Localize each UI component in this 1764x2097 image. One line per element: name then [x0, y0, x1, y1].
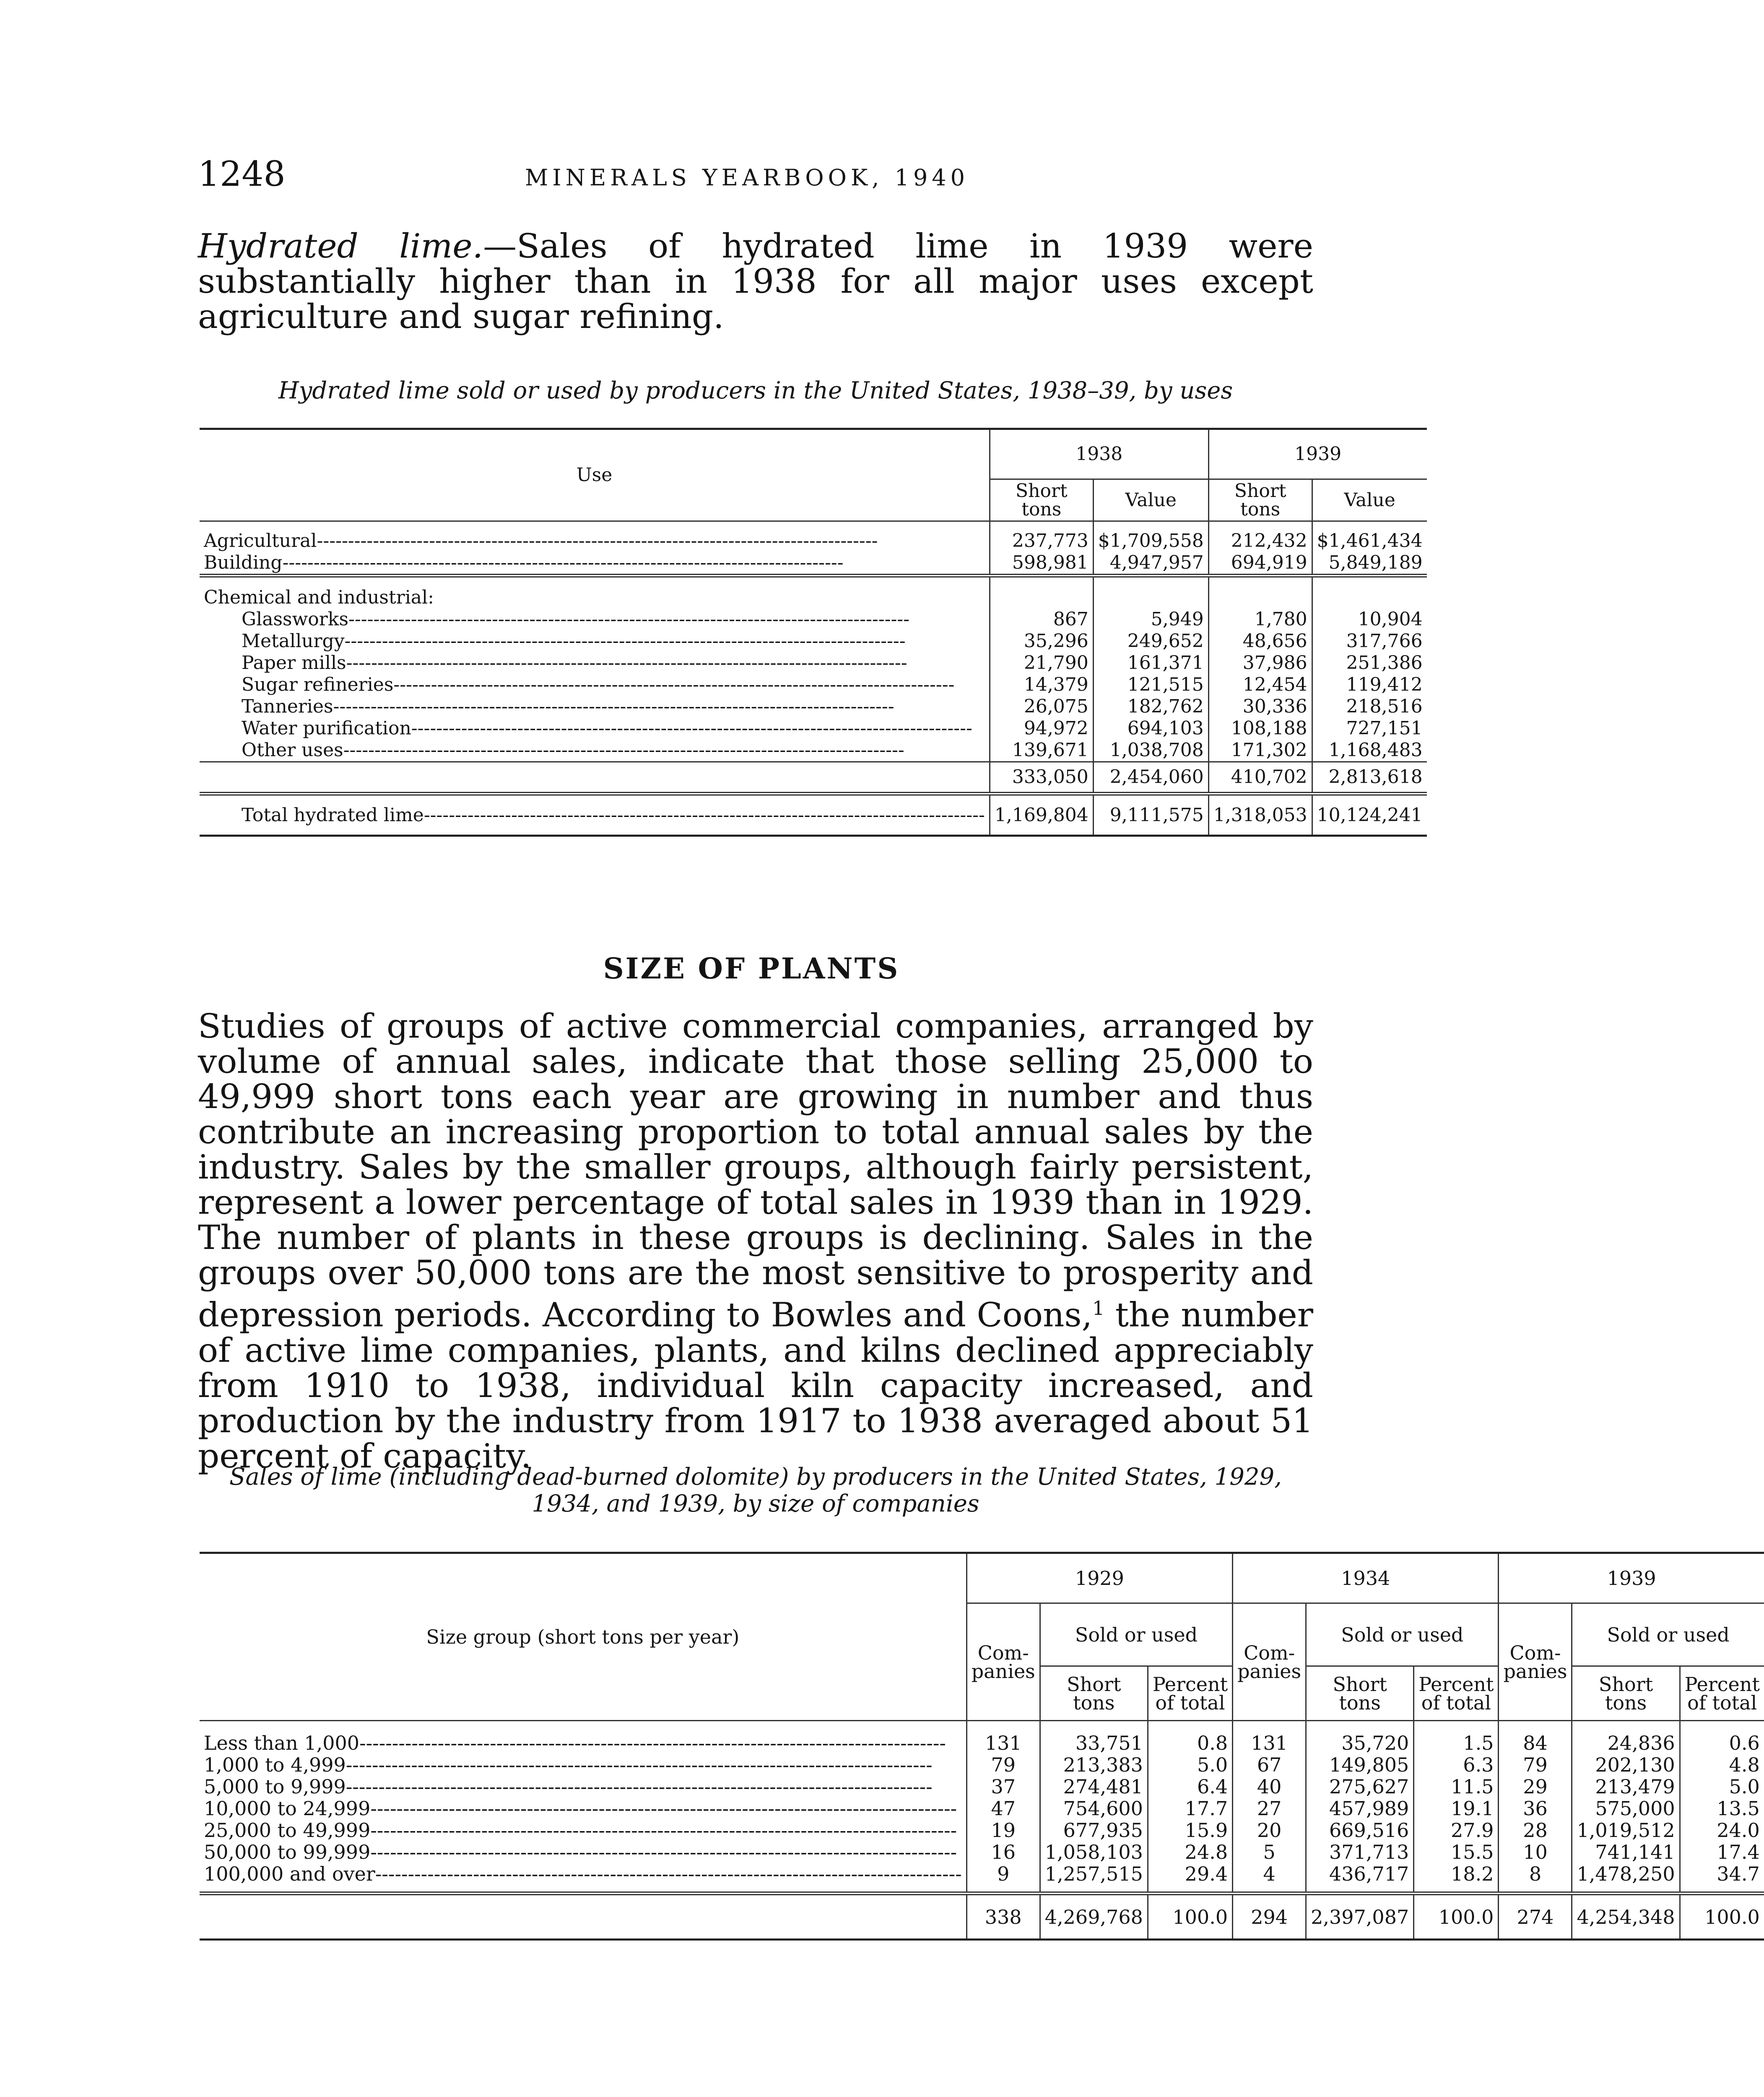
short-tons-1938: 598,981: [990, 552, 1093, 576]
total-row: [200, 794, 1427, 836]
cell-p39: 4.8: [1680, 1754, 1764, 1776]
chem-label-row: [200, 576, 1427, 609]
cell-p29: 5.0: [1148, 1754, 1232, 1776]
section-paragraph: [198, 1009, 1313, 1474]
value-1939: 119,412: [1312, 674, 1426, 696]
cell-s29: 274,481: [1040, 1776, 1148, 1798]
col-header-sold-1929: Sold or used: [1040, 1603, 1232, 1666]
use-label: Other uses -----: [200, 739, 990, 762]
value-1939: 317,766: [1312, 630, 1426, 652]
short-tons-1939: 48,656: [1208, 630, 1312, 652]
cell-c29: 131: [966, 1721, 1040, 1754]
total-p34: 100.0: [1414, 1894, 1499, 1940]
total-v38: 9,111,575: [1093, 794, 1208, 836]
short-tons-1938: 237,773: [990, 521, 1093, 552]
cell-s34: 275,627: [1306, 1776, 1414, 1798]
cell-s39: 202,130: [1572, 1754, 1680, 1776]
cell-c39: 10: [1499, 1841, 1572, 1863]
use-label: Metallurgy -----: [200, 630, 990, 652]
short-tons-1939: 37,986: [1208, 652, 1312, 674]
col-header-sold-1934: Sold or used: [1306, 1603, 1499, 1666]
cell-c34: 131: [1233, 1721, 1306, 1754]
cell-s29: 754,600: [1040, 1798, 1148, 1819]
table-row: [200, 609, 1427, 630]
cell-c39: 8: [1499, 1863, 1572, 1894]
short-tons-1939: 212,432: [1208, 521, 1312, 552]
col-header-percent-1929: Percent of total: [1148, 1666, 1232, 1721]
cell-p29: 24.8: [1148, 1841, 1232, 1863]
value-1938: 694,103: [1093, 718, 1208, 739]
value-1939: $1,461,434: [1312, 521, 1426, 552]
cell-s29: 677,935: [1040, 1819, 1148, 1841]
cell-p29: 0.8: [1148, 1721, 1232, 1754]
value-1939: 1,168,483: [1312, 739, 1426, 762]
cell-p34: 15.5: [1414, 1841, 1499, 1863]
intro-title: Hydrated lime.: [198, 226, 483, 265]
total-label: Total hydrated lime -----: [200, 794, 990, 836]
total-c29: 338: [966, 1894, 1040, 1940]
total-c34: 294: [1233, 1894, 1306, 1940]
col-header-year-1934: 1934: [1233, 1553, 1499, 1603]
cell-c39: 29: [1499, 1776, 1572, 1798]
value-1938: 249,652: [1093, 630, 1208, 652]
total-v39: 10,124,241: [1312, 794, 1426, 836]
cell-p29: 6.4: [1148, 1776, 1232, 1798]
use-label: Paper mills -----: [200, 652, 990, 674]
cell-c39: 79: [1499, 1754, 1572, 1776]
col-header-percent-1939: Percent of total: [1680, 1666, 1764, 1721]
cell-p34: 19.1: [1414, 1798, 1499, 1819]
size-group-label: 25,000 to 49,999 -----: [200, 1819, 966, 1841]
table-row: [200, 1776, 1764, 1798]
subtotal-v38: 2,454,060: [1093, 762, 1208, 794]
cell-c39: 28: [1499, 1819, 1572, 1841]
col-header-percent-1934: Percent of total: [1414, 1666, 1499, 1721]
table2-caption-line2: 1934, and 1939, by size of companies: [532, 1490, 979, 1517]
total-s34: 2,397,087: [1306, 1894, 1414, 1940]
cell-c34: 20: [1233, 1819, 1306, 1841]
value-1938: 5,949: [1093, 609, 1208, 630]
cell-c34: 4: [1233, 1863, 1306, 1894]
total-s39: 4,254,348: [1572, 1894, 1680, 1940]
cell-c29: 37: [966, 1776, 1040, 1798]
table-row: [200, 739, 1427, 762]
cell-p34: 18.2: [1414, 1863, 1499, 1894]
cell-p34: 1.5: [1414, 1721, 1499, 1754]
footnote-ref: 1: [1092, 1297, 1105, 1319]
intro-paragraph: [198, 226, 1314, 336]
value-1938: 4,947,957: [1093, 552, 1208, 576]
table-row: [200, 1841, 1764, 1863]
total-p29: 100.0: [1148, 1894, 1232, 1940]
value-1938: $1,709,558: [1093, 521, 1208, 552]
use-label: Sugar refineries -----: [200, 674, 990, 696]
col-header-value-1939: Value: [1312, 479, 1426, 521]
value-1939: 218,516: [1312, 696, 1426, 718]
short-tons-1938: 35,296: [990, 630, 1093, 652]
cell-p34: 27.9: [1414, 1819, 1499, 1841]
cell-s29: 1,058,103: [1040, 1841, 1148, 1863]
cell-p39: 13.5: [1680, 1798, 1764, 1819]
cell-p34: 6.3: [1414, 1754, 1499, 1776]
page-header: [198, 154, 1313, 200]
chem-label: Chemical and industrial:: [200, 576, 990, 609]
size-group-label: 10,000 to 24,999 -----: [200, 1798, 966, 1819]
cell-p39: 0.6: [1680, 1721, 1764, 1754]
cell-c34: 27: [1233, 1798, 1306, 1819]
short-tons-1938: 867: [990, 609, 1093, 630]
cell-p39: 5.0: [1680, 1776, 1764, 1798]
cell-s39: 1,478,250: [1572, 1863, 1680, 1894]
table-row: [200, 1754, 1764, 1776]
value-1939: 10,904: [1312, 609, 1426, 630]
table-row: [200, 696, 1427, 718]
cell-s34: 149,805: [1306, 1754, 1414, 1776]
col-header-companies-1929: Com-panies: [966, 1603, 1040, 1721]
cell-s29: 213,383: [1040, 1754, 1148, 1776]
table-row: [200, 630, 1427, 652]
col-header-sold-1939: Sold or used: [1572, 1603, 1764, 1666]
use-label: Building -----: [200, 552, 990, 576]
table-row: [200, 1721, 1764, 1754]
cell-s34: 669,516: [1306, 1819, 1414, 1841]
section-heading: SIZE OF PLANTS: [603, 952, 900, 986]
total-st39: 1,318,053: [1208, 794, 1312, 836]
cell-c29: 79: [966, 1754, 1040, 1776]
short-tons-1938: 139,671: [990, 739, 1093, 762]
total-s29: 4,269,768: [1040, 1894, 1148, 1940]
short-tons-1939: 30,336: [1208, 696, 1312, 718]
table-row: [200, 1798, 1764, 1819]
table-row: [200, 552, 1427, 576]
cell-s34: 457,989: [1306, 1798, 1414, 1819]
running-head: MINERALS YEARBOOK, 1940: [525, 164, 969, 191]
size-group-label: Less than 1,000 -----: [200, 1721, 966, 1754]
table2-caption: [198, 1464, 1313, 1517]
cell-c39: 36: [1499, 1798, 1572, 1819]
cell-c34: 5: [1233, 1841, 1306, 1863]
value-1939: 251,386: [1312, 652, 1426, 674]
col-header-companies-1934: Com-panies: [1233, 1603, 1306, 1721]
subtotal-st39: 410,702: [1208, 762, 1312, 794]
total-st38: 1,169,804: [990, 794, 1093, 836]
table-row: [200, 674, 1427, 696]
cell-c29: 47: [966, 1798, 1040, 1819]
total-p39: 100.0: [1680, 1894, 1764, 1940]
short-tons-1938: 94,972: [990, 718, 1093, 739]
page-number: 1248: [198, 154, 286, 194]
col-header-value-1938: Value: [1093, 479, 1208, 521]
size-group-label: 100,000 and over -----: [200, 1863, 966, 1894]
col-header-year-1929: 1929: [966, 1553, 1232, 1603]
use-label: Agricultural -----: [200, 521, 990, 552]
value-1939: 727,151: [1312, 718, 1426, 739]
use-label: Water purification -----: [200, 718, 990, 739]
col-header-short-tons-1929: Short tons: [1040, 1666, 1148, 1721]
short-tons-1938: 26,075: [990, 696, 1093, 718]
subtotal-st38: 333,050: [990, 762, 1093, 794]
short-tons-1938: 21,790: [990, 652, 1093, 674]
section-text-a: Studies of groups of active commercial companies, arranged by volume of annual sales, indicate that those selling 25,000 to 49,999 short tons each year are growing in number and thus contribute an increasing proportion to total annual sales by the industry. Sales by the smaller groups, although fairly persistent, represent a lower percentage of total sales in 1939 than in 1929. The number of plants in these groups is declining. Sales in the groups over 50,000 tons are the most sensitive to prosperity and depression periods. According to Bowles and Coons,: [198, 1007, 1313, 1335]
cell-p34: 11.5: [1414, 1776, 1499, 1798]
section-text-b: the number of active lime companies, plants, and kilns declined appreciably from 1910 to 1938, individual kiln capacity increased, and production by the industry from 1917 to 1938 averaged about 51 percent of capacity.: [198, 1295, 1313, 1475]
col-header-1938: 1938: [990, 429, 1208, 479]
table-row: [200, 652, 1427, 674]
cell-s29: 33,751: [1040, 1721, 1148, 1754]
cell-s39: 24,836: [1572, 1721, 1680, 1754]
cell-c29: 16: [966, 1841, 1040, 1863]
total-c39: 274: [1499, 1894, 1572, 1940]
subtotal-row: [200, 762, 1427, 794]
cell-p29: 17.7: [1148, 1798, 1232, 1819]
col-header-short-tons-1934: Short tons: [1306, 1666, 1414, 1721]
cell-s39: 1,019,512: [1572, 1819, 1680, 1841]
use-label: Tanneries -----: [200, 696, 990, 718]
cell-s39: 213,479: [1572, 1776, 1680, 1798]
short-tons-1938: 14,379: [990, 674, 1093, 696]
value-1939: 5,849,189: [1312, 552, 1426, 576]
cell-p29: 15.9: [1148, 1819, 1232, 1841]
short-tons-1939: 171,302: [1208, 739, 1312, 762]
cell-c39: 84: [1499, 1721, 1572, 1754]
cell-s34: 371,713: [1306, 1841, 1414, 1863]
table-row: [200, 1819, 1764, 1841]
col-header-use: Use: [200, 429, 990, 521]
cell-p29: 29.4: [1148, 1863, 1232, 1894]
value-1938: 182,762: [1093, 696, 1208, 718]
cell-p39: 17.4: [1680, 1841, 1764, 1863]
sales-by-size-table: [200, 1552, 1764, 1941]
value-1938: 1,038,708: [1093, 739, 1208, 762]
table2-total-row: [200, 1894, 1764, 1940]
table-row: [200, 1863, 1764, 1894]
col-header-year-1939: 1939: [1499, 1553, 1764, 1603]
cell-c29: 9: [966, 1863, 1040, 1894]
col-header-short-tons-1939: Short tons: [1208, 479, 1312, 521]
short-tons-1939: 1,780: [1208, 609, 1312, 630]
table1-caption: Hydrated lime sold or used by producers in the United States, 1938–39, by uses: [278, 377, 1233, 404]
cell-p39: 24.0: [1680, 1819, 1764, 1841]
col-header-companies-1939: Com-panies: [1499, 1603, 1572, 1721]
cell-s34: 436,717: [1306, 1863, 1414, 1894]
cell-c34: 40: [1233, 1776, 1306, 1798]
short-tons-1939: 694,919: [1208, 552, 1312, 576]
cell-c29: 19: [966, 1819, 1040, 1841]
col-header-1939: 1939: [1208, 429, 1426, 479]
cell-s34: 35,720: [1306, 1721, 1414, 1754]
col-header-short-tons-1939: Short tons: [1572, 1666, 1680, 1721]
cell-s29: 1,257,515: [1040, 1863, 1148, 1894]
subtotal-v39: 2,813,618: [1312, 762, 1426, 794]
intro-text: —Sales of hydrated lime in 1939 were substantially higher than in 1938 for all major uses except agriculture and sugar refining.: [198, 226, 1314, 336]
short-tons-1939: 12,454: [1208, 674, 1312, 696]
cell-c34: 67: [1233, 1754, 1306, 1776]
col-header-size: Size group (short tons per year): [200, 1553, 966, 1721]
cell-p39: 34.7: [1680, 1863, 1764, 1894]
cell-s39: 575,000: [1572, 1798, 1680, 1819]
table-row: [200, 521, 1427, 552]
use-label: Glassworks -----: [200, 609, 990, 630]
hydrated-lime-table: [200, 428, 1427, 837]
value-1938: 121,515: [1093, 674, 1208, 696]
table-row: [200, 718, 1427, 739]
size-group-label: 50,000 to 99,999 -----: [200, 1841, 966, 1863]
short-tons-1939: 108,188: [1208, 718, 1312, 739]
table2-caption-line1: Sales of lime (including dead-burned dolomite) by producers in the United States, 1929,: [229, 1463, 1282, 1491]
col-header-short-tons-1938: Short tons: [990, 479, 1093, 521]
cell-s39: 741,141: [1572, 1841, 1680, 1863]
value-1938: 161,371: [1093, 652, 1208, 674]
size-group-label: 1,000 to 4,999 -----: [200, 1754, 966, 1776]
size-group-label: 5,000 to 9,999 -----: [200, 1776, 966, 1798]
